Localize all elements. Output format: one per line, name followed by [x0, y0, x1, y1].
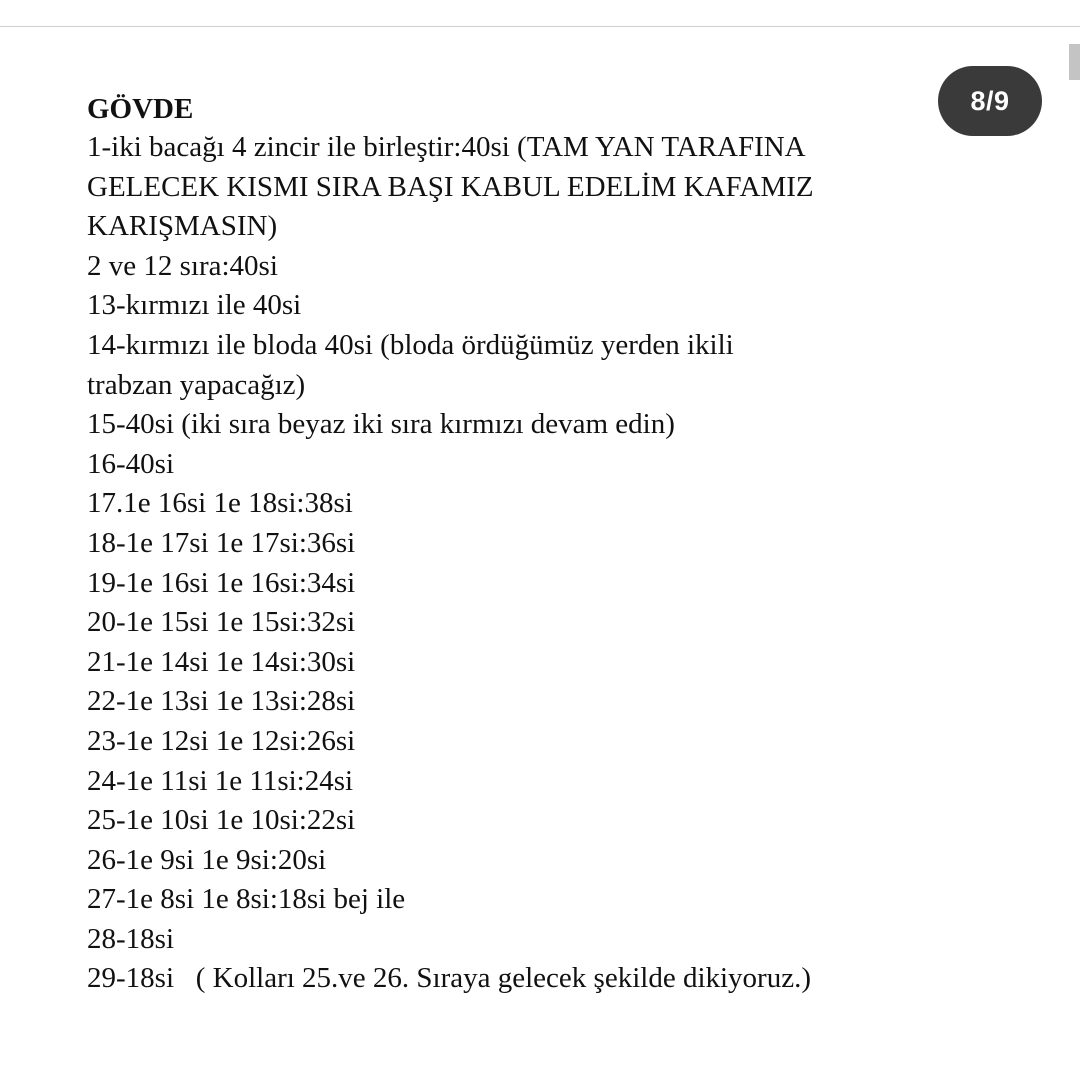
top-divider	[0, 26, 1080, 27]
pattern-document	[87, 90, 967, 999]
instruction-line: 22-1e 13si 1e 13si:28si	[87, 685, 356, 718]
instruction-list	[87, 128, 967, 999]
instruction-line: 1-iki bacağı 4 zincir ile birleştir:40si (TAM YAN TARAFINA	[87, 131, 806, 163]
instruction-line: 28-18si	[87, 922, 174, 955]
page-counter-badge: 8/9	[938, 66, 1042, 136]
instruction-line: 2 ve 12 sıra:40si	[87, 249, 278, 282]
instruction-line: 18-1e 17si 1e 17si:36si	[87, 526, 356, 559]
instruction-line: 16-40si	[87, 447, 174, 480]
instruction-line: GELECEK KISMI SIRA BAŞI KABUL EDELİM KAFAMIZ	[87, 170, 814, 203]
instruction-line: 24-1e 11si 1e 11si:24si	[87, 764, 354, 797]
scrollbar-thumb[interactable]	[1069, 44, 1080, 80]
instruction-line: 27-1e 8si 1e 8si:18si bej ile	[87, 883, 406, 916]
instruction-line: 15-40si (iki sıra beyaz iki sıra kırmızı devam edin)	[87, 408, 675, 441]
instruction-line: 23-1e 12si 1e 12si:26si	[87, 724, 356, 757]
instruction-line: 21-1e 14si 1e 14si:30si	[87, 645, 356, 678]
instruction-line: 17.1e 16si 1e 18si:38si	[87, 487, 353, 520]
instruction-line: 25-1e 10si 1e 10si:22si	[87, 804, 356, 837]
instruction-line: 14-kırmızı ile bloda 40si (bloda ördüğümüz yerden ikili	[87, 328, 734, 361]
instruction-line: KARIŞMASIN)	[87, 210, 278, 243]
instruction-line: 13-kırmızı ile 40si	[87, 289, 302, 322]
section-title: GÖVDE	[87, 93, 194, 125]
instruction-line: 19-1e 16si 1e 16si:34si	[87, 566, 356, 599]
instruction-line: 26-1e 9si 1e 9si:20si	[87, 843, 327, 876]
instruction-line: trabzan yapacağız)	[87, 368, 306, 401]
instruction-line: 29-18si ( Kolları 25.ve 26. Sıraya gelecek şekilde dikiyoruz.)	[87, 962, 811, 995]
instruction-line: 20-1e 15si 1e 15si:32si	[87, 606, 356, 639]
